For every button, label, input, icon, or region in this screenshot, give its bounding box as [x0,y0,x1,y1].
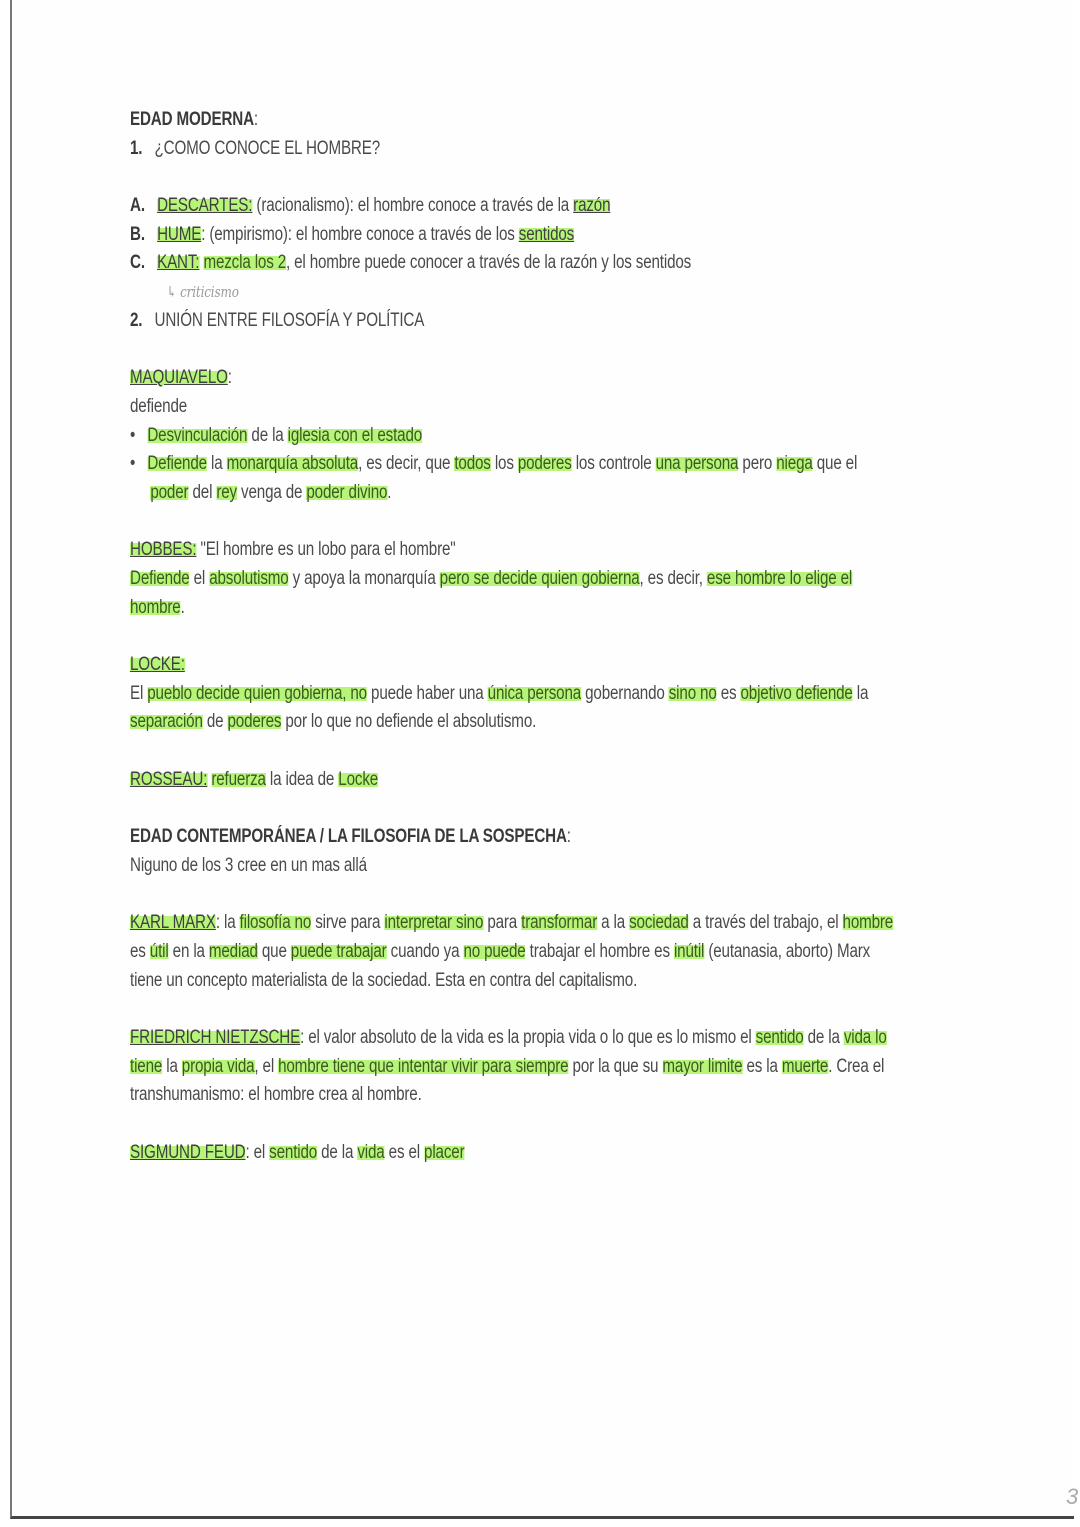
text-line [130,1053,930,1082]
text: (eutanasia, aborto) Marx [704,940,871,962]
text: cuando ya [386,940,464,962]
text: . [180,596,185,618]
text-line [130,536,930,565]
underlined-heading: DESCARTES: [157,195,253,217]
text: a través del trabajo, el [688,912,843,934]
text [145,224,157,245]
text: . Crea el [828,1055,885,1077]
underlined-heading: ROSSEAU: [130,768,208,790]
text: puede haber una [366,682,488,704]
highlighted-text: pueblo decide quien gobierna, no [147,682,367,704]
blank-line [130,508,930,537]
text [130,482,150,503]
text-line [130,450,930,479]
highlighted-text: no puede [463,940,526,962]
text: : el [245,1141,270,1163]
text-line [130,852,930,881]
highlighted-text: absolutismo [209,568,289,589]
page-number: 3 [1066,1484,1079,1509]
text-line [130,651,930,680]
text: es [716,682,741,704]
text: la [852,682,869,704]
text: por lo que no defiende el absolutismo. [281,711,537,733]
highlighted-text: poderes [227,711,282,733]
highlighted-text: Defiende [147,453,207,475]
underlined-heading: HUME [157,223,202,245]
text: • [130,453,148,475]
highlighted-text: todos [454,453,491,475]
underlined-heading: razón [573,195,611,217]
text-line [130,1139,930,1168]
text-line [130,909,930,938]
highlighted-text: poderes [517,453,572,475]
text: el [189,568,210,589]
highlighted-text: refuerza [211,768,266,790]
highlighted-text: hombre [130,596,181,618]
underlined-heading: SIGMUND FEUD [130,1141,246,1163]
highlighted-text: muerte [781,1055,829,1077]
text-line [130,192,930,221]
highlighted-text: rey [216,481,237,503]
text: "El hombre es un lobo para el hombre" [196,539,456,561]
text: UNIÓN ENTRE FILOSOFÍA Y POLÍTICA [142,309,425,331]
text: es [130,940,150,962]
text: trabajar el hombre es [525,940,674,962]
highlighted-text: vida lo [843,1027,887,1048]
highlighted-text: vida [357,1141,385,1163]
bold-text: 2. [130,309,143,331]
text: los [490,453,518,475]
text-line [130,422,930,451]
highlighted-text: Desvinculación [147,424,248,446]
highlighted-text: niega [776,453,813,475]
text: la [162,1055,182,1077]
text: , el [254,1055,279,1077]
highlighted-text: objetivo defiende [740,682,853,704]
highlighted-text: filosofía no [239,912,312,934]
text: en la [168,940,209,962]
text: ¿COMO CONOCE EL HOMBRE? [142,137,381,159]
text: : el valor absoluto de la vida es la propia vida o lo que es lo mismo el [300,1027,756,1048]
blank-line [130,737,930,766]
text-line [130,106,930,135]
bold-text: B. [130,223,145,245]
highlighted-text: interpretar sino [384,912,484,934]
highlighted-text: poder [150,481,189,503]
text: del [188,481,217,503]
blank-line [130,1110,930,1139]
text: de la [803,1027,844,1048]
text-line [130,278,930,307]
text: Niguno de los 3 cree en un mas allá [130,854,367,876]
text-line [130,1081,930,1110]
text: : (empirismo): el hombre conoce a través de los [201,223,519,245]
text: defiende [130,395,188,417]
text: para [483,912,522,934]
text-line [130,823,930,852]
highlighted-text: hombre tiene que intentar vivir para siempre [278,1055,569,1077]
text [145,252,157,273]
text-line [130,307,930,336]
blank-line [130,881,930,910]
text: a la [597,912,630,934]
text-line [130,393,930,422]
text-line [130,766,930,795]
handwritten-note: ↳ criticismo [130,283,239,302]
text-line [130,1024,930,1053]
text-line [130,364,930,393]
blank-line [130,163,930,192]
highlighted-text: útil [149,940,169,962]
highlighted-text: única persona [487,682,582,704]
text-line [130,967,930,996]
blank-line [130,995,930,1024]
highlighted-text: una persona [655,453,739,475]
bold-text: EDAD CONTEMPORÁNEA / LA FILOSOFIA DE LA SOSPECHA [130,826,567,848]
highlighted-text: pero se decide quien gobierna [439,568,640,589]
text: • [130,424,148,446]
bold-text: 1. [130,137,143,159]
text: : [566,826,571,848]
text: , es decir, [639,568,707,589]
document-content [130,106,1080,1167]
text: los controle [571,453,656,475]
highlighted-text: transformar [521,912,598,934]
highlighted-text: puede trabajar [290,940,387,962]
text: . [387,481,392,503]
underlined-heading: KARL MARX [130,912,216,934]
blank-line [130,622,930,651]
text-line [130,708,930,737]
text: de [202,711,228,733]
underlined-heading: KANT: [157,252,200,274]
highlighted-text: hombre [842,912,894,934]
underlined-heading: sentidos [518,223,575,245]
highlighted-text: mayor limite [662,1055,743,1077]
text [145,195,157,216]
highlighted-text: sentido [755,1027,804,1048]
text: sirve para [311,912,385,934]
underlined-heading: LOCKE: [130,654,185,676]
document-page [10,0,1079,1519]
underlined-heading: FRIEDRICH NIETZSCHE [130,1027,301,1048]
highlighted-text: ese hombre lo elige el [706,568,853,589]
text: El [130,682,148,704]
highlighted-text: sociedad [629,912,689,934]
text: que el [812,453,858,475]
text: transhumanismo: el hombre crea al hombre. [130,1084,422,1106]
text: , es decir, que [358,453,455,475]
underlined-heading: MAQUIAVELO [130,367,228,389]
text-line [130,565,930,594]
bold-text: EDAD MODERNA [130,109,254,130]
blank-line [130,336,930,365]
text-line [130,221,930,250]
highlighted-text: mezcla los 2 [203,252,287,274]
highlighted-text: sino no [668,682,717,704]
text: la idea de [265,768,339,790]
highlighted-text: iglesia con el estado [287,424,423,446]
text: es la [742,1055,782,1077]
bold-text: A. [130,195,145,217]
highlighted-text: poder divino [306,481,388,503]
text: de la [317,1141,358,1163]
text-line [130,680,930,709]
text-line [130,249,930,278]
highlighted-text: placer [424,1141,465,1163]
highlighted-text: separación [130,711,203,733]
text: por la que su [568,1055,663,1077]
text: la [206,453,227,475]
highlighted-text: mediad [208,940,258,962]
text: es el [384,1141,425,1163]
text: : [253,109,258,130]
highlighted-text: propia vida [181,1055,255,1077]
text: venga de [236,481,307,503]
highlighted-text: Locke [338,768,379,790]
text-line [130,594,930,623]
highlighted-text: sentido [269,1141,318,1163]
text: : la [215,912,240,934]
text: gobernando [581,682,669,704]
text: : [227,367,232,389]
highlighted-text: monarquía absoluta [226,453,359,475]
text-line [130,938,930,967]
text-line [130,479,930,508]
text: y apoya la monarquía [288,568,440,589]
text: de la [247,424,288,446]
text-line [130,135,930,164]
bold-text: C. [130,252,145,274]
text: pero [738,453,777,475]
highlighted-text: inútil [673,940,705,962]
highlighted-text: Defiende [130,568,190,589]
text: que [257,940,291,962]
text: , el hombre puede conocer a través de la razón y los sentidos [286,252,692,274]
blank-line [130,795,930,824]
text: (racionalismo): el hombre conoce a través de la [252,195,574,217]
underlined-heading: HOBBES: [130,539,197,561]
highlighted-text: tiene [130,1055,163,1077]
text: tiene un concepto materialista de la sociedad. Esta en contra del capitalismo. [130,969,638,991]
